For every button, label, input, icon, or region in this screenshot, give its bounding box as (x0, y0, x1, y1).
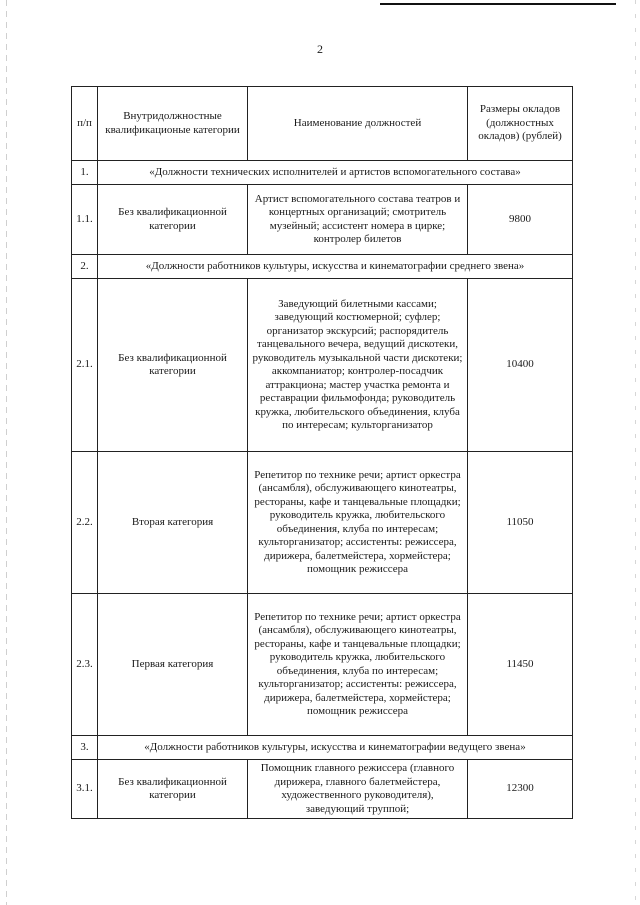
row-category: Без квалификационной категории (98, 760, 248, 819)
row-num: 2.2. (72, 452, 98, 594)
section-row (72, 161, 573, 185)
scan-left-edge (6, 0, 7, 905)
row-num: 2.1. (72, 279, 98, 452)
scan-top-rule (380, 3, 616, 5)
page-number: 2 (317, 42, 323, 56)
row-category: Вторая категория (98, 452, 248, 594)
section-title: «Должности работников культуры, искусства и кинематографии ведущего звена» (98, 736, 573, 760)
table-row (72, 279, 573, 452)
header-category: Внутридолжностные квалификационые категории (98, 87, 248, 161)
row-num: 1.1. (72, 185, 98, 255)
row-num: 2.3. (72, 594, 98, 736)
row-positions: Репетитор по технике речи; артист оркестра (ансамбля), обслуживающего кинотеатры, рестораны, кафе и танцевальные площадки; руководитель кружка, любительского объединения, клуба по интересам; культорганизатор; ассистенты: режиссера, дирижера, балетмейстера, хормейстера; помощник режиссера (248, 594, 468, 736)
row-salary: 10400 (468, 279, 573, 452)
row-category: Без квалификационной категории (98, 185, 248, 255)
row-salary: 9800 (468, 185, 573, 255)
row-category: Первая категория (98, 594, 248, 736)
section-num: 1. (72, 161, 98, 185)
salary-table-container (71, 86, 572, 819)
row-salary: 12300 (468, 760, 573, 819)
row-positions: Помощник главного режиссера (главного дирижера, главного балетмейстера, художественного руководителя), заведующий труппой; (248, 760, 468, 819)
row-salary: 11450 (468, 594, 573, 736)
row-num: 3.1. (72, 760, 98, 819)
header-salary: Размеры окладов (должностных окладов) (рублей) (468, 87, 573, 161)
salary-table (71, 86, 573, 819)
section-num: 3. (72, 736, 98, 760)
row-salary: 11050 (468, 452, 573, 594)
row-positions: Артист вспомогательного состава театров и концертных организаций; смотритель музейный; ассистент номера в цирке; контролер билетов (248, 185, 468, 255)
table-header-row (72, 87, 573, 161)
scan-right-edge (635, 0, 636, 905)
section-title: «Должности работников культуры, искусства и кинематографии среднего звена» (98, 255, 573, 279)
header-num: п/п (72, 87, 98, 161)
row-positions: Репетитор по технике речи; артист оркестра (ансамбля), обслуживающего кинотеатры, рестораны, кафе и танцевальные площадки; руководитель кружка, любительского объединения, клуба по интересам; культорганизатор; ассистенты: режиссера, дирижера, балетмейстера, хормейстера; помощник режиссера (248, 452, 468, 594)
header-positions: Наименование должностей (248, 87, 468, 161)
table-row (72, 185, 573, 255)
row-category: Без квалификационной категории (98, 279, 248, 452)
row-positions: Заведующий билетными кассами; заведующий костюмерной; суфлер; организатор экскурсий; распорядитель танцевального вечера, ведущий дискотеки, руководитель музыкальной части дискотеки; аккомпаниатор; контролер-посадчик аттракциона; мастер участка ремонта и реставрации фильмофонда; руководитель кружка, любительского объединения, клуба по интересам; культорганизатор (248, 279, 468, 452)
section-row (72, 255, 573, 279)
section-title: «Должности технических исполнителей и артистов вспомогательного состава» (98, 161, 573, 185)
section-row (72, 736, 573, 760)
table-row (72, 760, 573, 819)
table-row (72, 452, 573, 594)
table-row (72, 594, 573, 736)
section-num: 2. (72, 255, 98, 279)
